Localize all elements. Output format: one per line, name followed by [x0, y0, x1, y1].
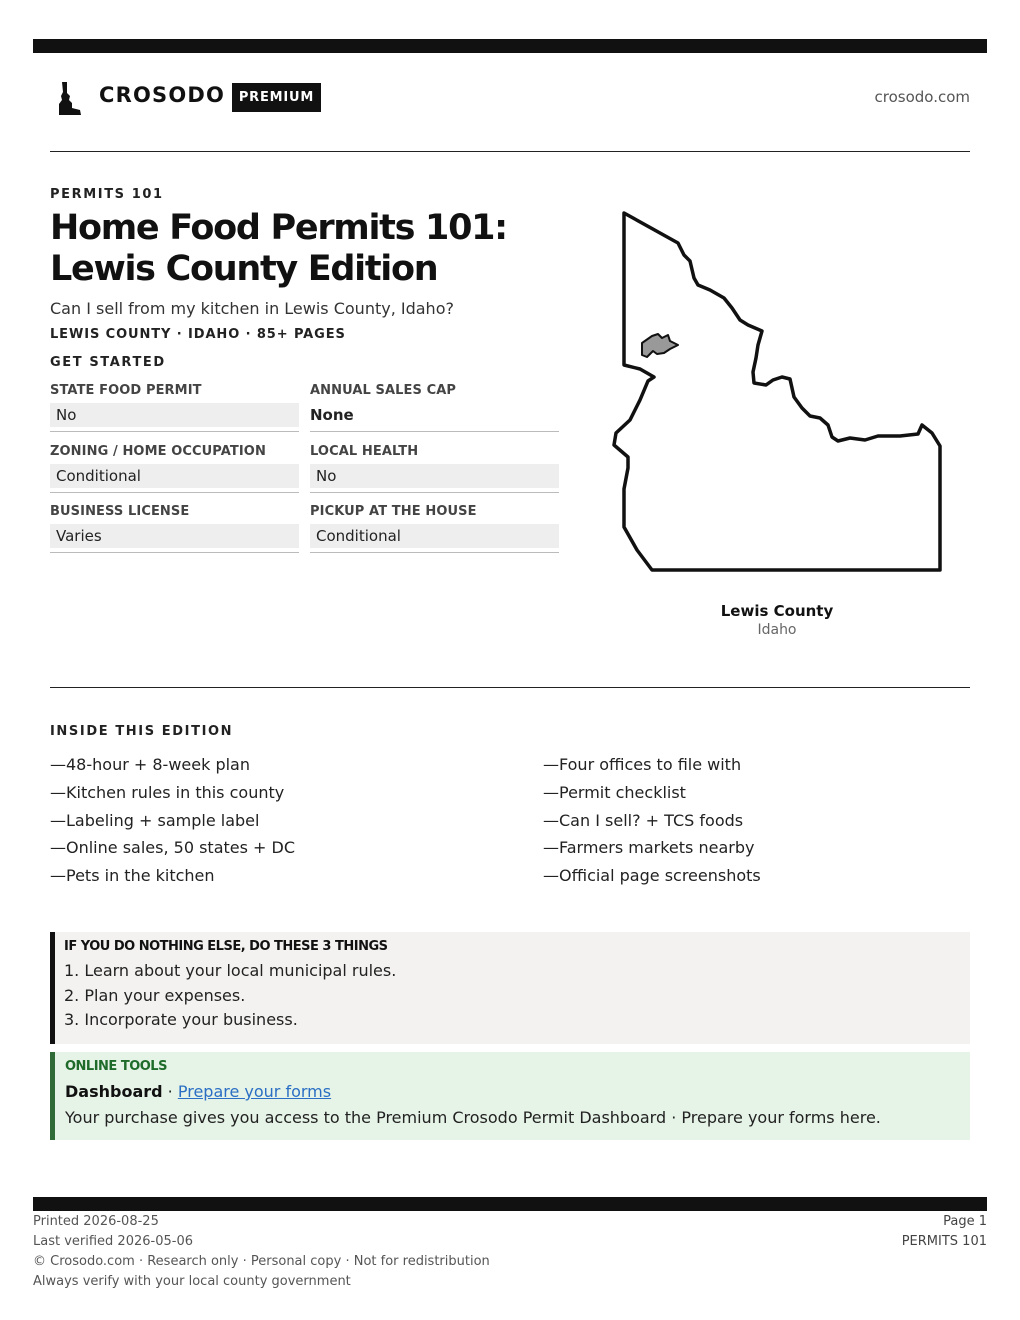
page-number: Page 1: [943, 1214, 987, 1229]
fact-business-license: [50, 504, 299, 562]
list-item: 1. Learn about your local municipal rules.: [64, 961, 397, 980]
verify-advice: Always verify with your local county government: [33, 1274, 351, 1289]
premium-badge: PREMIUM: [232, 83, 321, 112]
fact-label: STATE FOOD PERMIT: [50, 383, 202, 398]
callout-title: IF YOU DO NOTHING ELSE, DO THESE 3 THINGS: [64, 939, 388, 954]
page-subtitle: Can I sell from my kitchen in Lewis County, Idaho?: [50, 299, 454, 318]
separator: ·: [162, 1082, 178, 1101]
contents-list-right: [543, 751, 761, 890]
fact-underline: [50, 552, 299, 553]
list-item: —Kitchen rules in this county: [50, 782, 285, 802]
header: [50, 72, 970, 122]
three-things-callout: [50, 932, 970, 1044]
fact-label: ZONING / HOME OCCUPATION: [50, 444, 266, 459]
copyright-notice: © Crosodo.com · Research only · Personal copy · Not for redistribution: [33, 1254, 490, 1269]
list-item: —Official page screenshots: [543, 866, 761, 886]
fact-pickup: [310, 504, 559, 562]
header-divider: [50, 151, 970, 152]
fact-label: PICKUP AT THE HOUSE: [310, 504, 477, 519]
online-tools-callout: [50, 1052, 970, 1140]
list-item: —Pets in the kitchen: [50, 866, 215, 886]
dashboard-line: [65, 1079, 970, 1105]
idaho-logo-icon: [58, 80, 82, 116]
fact-value: Conditional: [50, 464, 299, 488]
site-url[interactable]: crosodo.com: [874, 88, 970, 106]
callout-title: ONLINE TOOLS: [65, 1059, 167, 1074]
fact-underline: [50, 431, 299, 432]
list-item: —Online sales, 50 states + DC: [50, 838, 296, 858]
list-item: —Labeling + sample label: [50, 810, 260, 830]
footer-left: [33, 1212, 490, 1292]
get-started-heading: GET STARTED: [50, 355, 166, 370]
fact-value: Conditional: [310, 524, 559, 548]
map-caption: [677, 602, 877, 638]
idaho-state-map: [600, 205, 950, 580]
fact-underline: [310, 431, 559, 432]
section-kicker: PERMITS 101: [50, 187, 164, 202]
fact-underline: [310, 492, 559, 493]
fact-value: Varies: [50, 524, 299, 548]
fact-state-food-permit: [50, 383, 299, 441]
footer-section: PERMITS 101: [901, 1234, 987, 1249]
brand-name: CROSODO: [99, 83, 226, 107]
list-item: —48-hour + 8-week plan: [50, 755, 250, 774]
page-title: Home Food Permits 101: Lewis County Edition: [50, 208, 507, 289]
footer-right: [902, 1212, 987, 1252]
bottom-bar: [33, 1197, 987, 1211]
dashboard-label: Dashboard: [65, 1082, 163, 1101]
printed-date: Printed 2026-08-25: [33, 1214, 159, 1229]
list-item: —Farmers markets nearby: [543, 838, 755, 858]
fact-zoning: [50, 444, 299, 502]
list-item: —Can I sell? + TCS foods: [543, 810, 744, 830]
map-county-name: Lewis County: [720, 602, 834, 620]
fact-value: No: [310, 464, 559, 488]
fact-underline: [50, 492, 299, 493]
edition-meta: LEWIS COUNTY · IDAHO · 85+ PAGES: [50, 327, 346, 342]
idaho-outline-icon: [614, 213, 940, 570]
verified-date: Last verified 2026-05-06: [33, 1234, 193, 1249]
fact-value: None: [310, 406, 354, 424]
list-item: 2. Plan your expenses.: [64, 985, 246, 1005]
fact-label: LOCAL HEALTH: [310, 444, 419, 459]
fact-label: ANNUAL SALES CAP: [310, 383, 457, 398]
fact-annual-sales-cap: [310, 383, 559, 441]
prepare-forms-link[interactable]: Prepare your forms: [177, 1082, 332, 1101]
lewis-county-highlight: [642, 334, 678, 357]
section-divider: [50, 687, 970, 688]
dashboard-description: Your purchase gives you access to the Premium Crosodo Permit Dashboard · Prepare your forms here.: [65, 1108, 881, 1127]
top-bar: [33, 39, 987, 53]
contents-list-left: [50, 751, 295, 890]
inside-heading: INSIDE THIS EDITION: [50, 724, 234, 739]
map-state-name: Idaho: [757, 622, 797, 638]
fact-label: BUSINESS LICENSE: [50, 504, 190, 519]
list-item: 3. Incorporate your business.: [64, 1010, 298, 1029]
list-item: —Permit checklist: [543, 782, 686, 802]
fact-underline: [310, 552, 559, 553]
fact-value: No: [50, 403, 299, 427]
fact-local-health: [310, 444, 559, 502]
list-item: —Four offices to file with: [543, 755, 742, 774]
